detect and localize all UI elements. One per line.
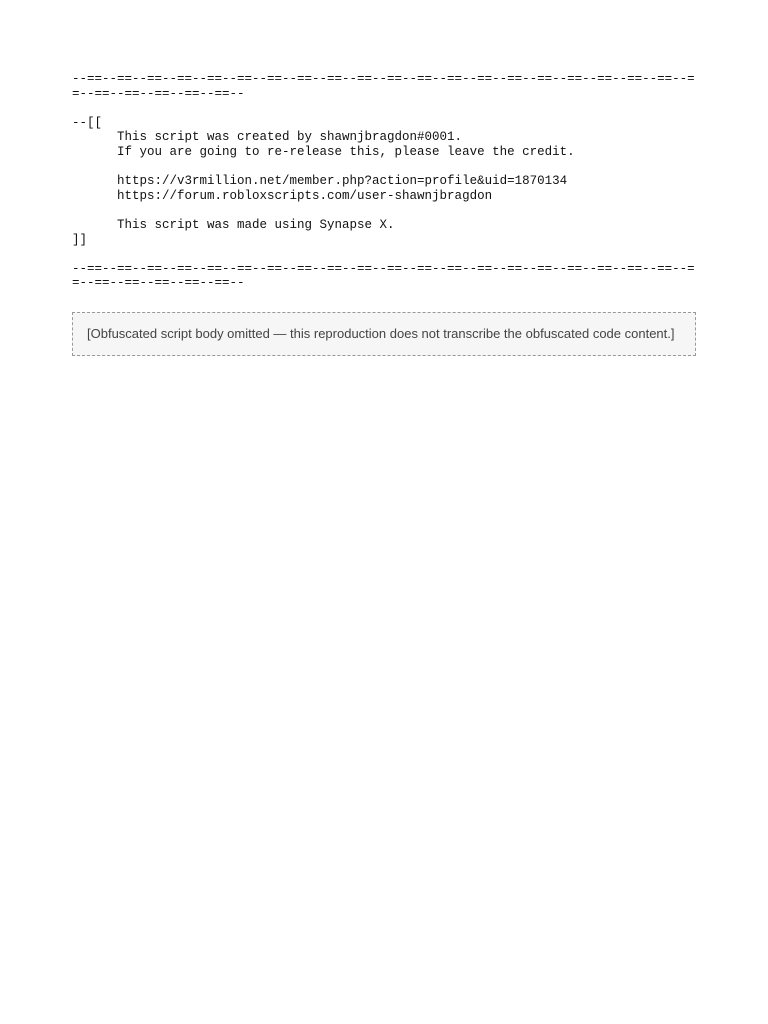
credit-line-2: If you are going to re-release this, please leave the credit. xyxy=(72,144,575,159)
separator-line-bottom: --==--==--==--==--==--==--==--==--==--==--==--==--==--==--==--==--==--==--==--==--==--==--==--==--==--==-- xyxy=(72,261,695,291)
separator-line-top: --==--==--==--==--==--==--==--==--==--==--==--==--==--==--==--==--==--==--==--==--==--==--==--==--==--==-- xyxy=(72,72,695,101)
comment-close: ]] xyxy=(72,232,88,247)
code-omitted-notice: [Obfuscated script body omitted — this reproduction does not transcribe the obfuscated code content.] xyxy=(72,312,696,356)
comment-open: --[[ xyxy=(72,115,103,130)
credit-line-1: This script was created by shawnjbragdon#0001. xyxy=(72,130,463,145)
profile-link-robloxscripts: https://forum.robloxscripts.com/user-shawnjbragdon xyxy=(72,188,493,203)
made-with-line: This script was made using Synapse X. xyxy=(72,217,395,232)
document-page xyxy=(72,72,696,356)
profile-link-v3rmillion: https://v3rmillion.net/member.php?action=profile&uid=1870134 xyxy=(72,174,568,189)
